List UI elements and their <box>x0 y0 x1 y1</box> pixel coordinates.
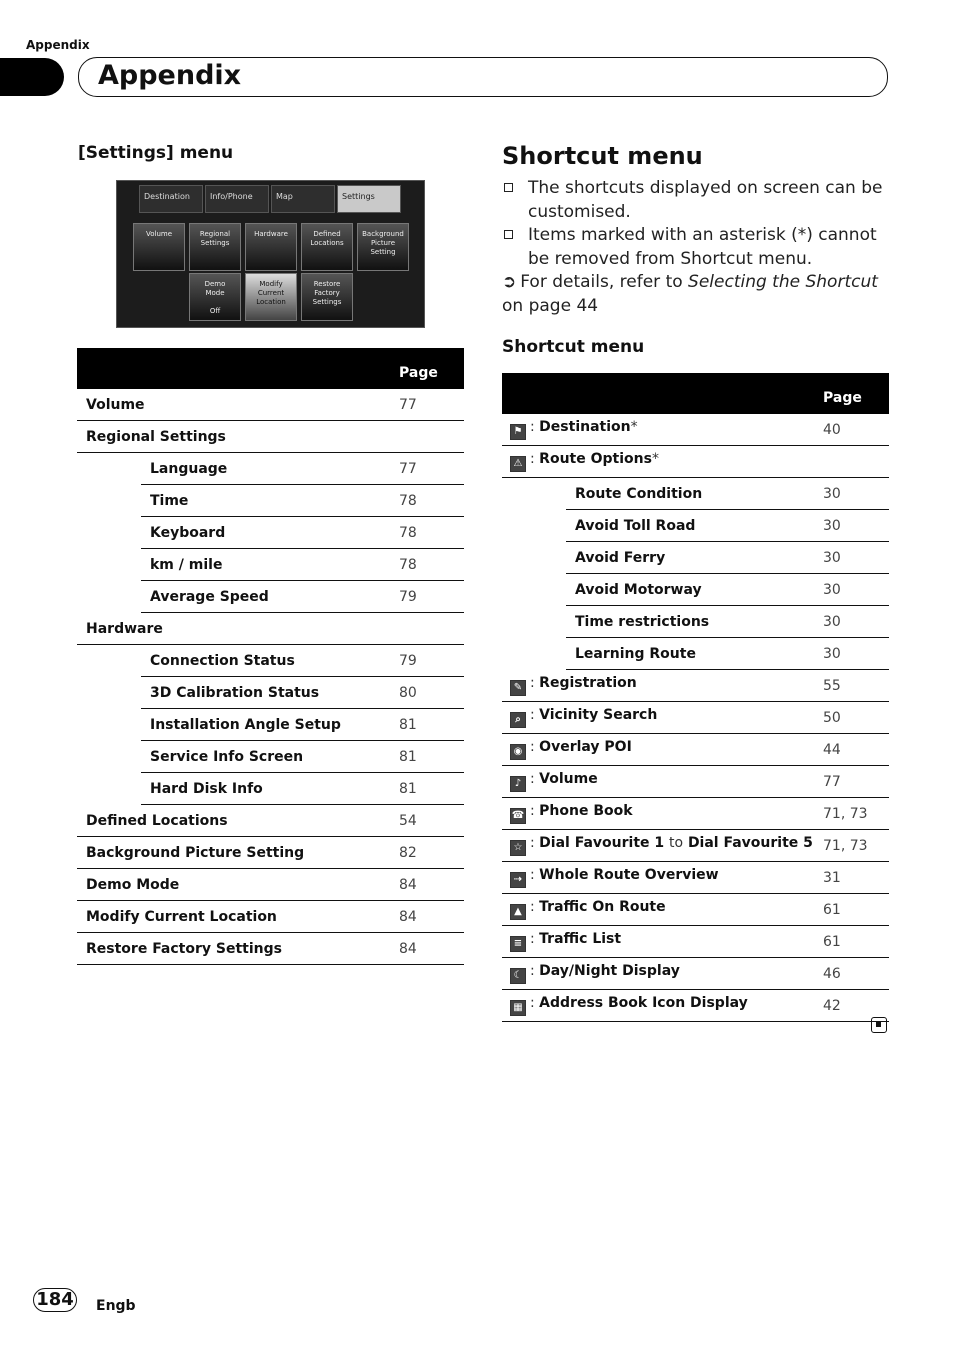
indent-cell <box>77 581 141 613</box>
screen-btn-hardware: Hardware <box>245 223 297 271</box>
indent-cell <box>502 542 566 574</box>
indent-cell <box>502 510 566 542</box>
row-page: 79 <box>399 581 464 613</box>
row-label: Phone Book <box>539 803 633 819</box>
row-label: Traffic On Route <box>539 899 666 915</box>
row-label: Connection Status <box>141 645 399 677</box>
row-page: 42 <box>823 990 889 1022</box>
row-page <box>399 421 464 453</box>
table-row <box>502 734 889 766</box>
screen-tab-info-phone: Info/Phone <box>205 185 269 213</box>
row-page: 44 <box>823 734 889 766</box>
asterisk: * <box>630 419 638 435</box>
row-page: 61 <box>823 926 889 958</box>
screen-btn-demo: Demo Mode Off <box>189 273 241 321</box>
row-page: 30 <box>823 638 889 670</box>
screen-btn-regional: Regional Settings <box>189 223 241 271</box>
table-row <box>502 702 889 734</box>
note-item: The shortcuts displayed on screen can be customised. <box>502 177 892 224</box>
to-word: to <box>669 835 684 851</box>
table-row <box>77 869 464 901</box>
indent-cell <box>77 453 141 485</box>
colon: : <box>530 739 540 755</box>
row-page: 77 <box>399 389 464 421</box>
address-book-icon: ▦ <box>510 1000 526 1016</box>
row-label: Volume <box>77 389 399 421</box>
row-page <box>399 613 464 645</box>
table-row <box>502 862 889 894</box>
row-page: 31 <box>823 862 889 894</box>
row-label: Avoid Toll Road <box>566 510 823 542</box>
volume-icon: ♪ <box>510 776 526 792</box>
table-row <box>77 741 464 773</box>
table-row <box>502 670 889 702</box>
row-page: 84 <box>399 901 464 933</box>
row-page: 81 <box>399 709 464 741</box>
row-label: Volume <box>539 771 598 787</box>
table-row <box>77 517 464 549</box>
table-row <box>77 581 464 613</box>
table-row <box>502 542 889 574</box>
row-label: Registration <box>539 675 637 691</box>
table-row <box>77 837 464 869</box>
row-label-cell <box>502 926 823 958</box>
running-header: Appendix <box>26 38 90 52</box>
settings-screen-image <box>116 180 425 328</box>
registration-icon: ✎ <box>510 680 526 696</box>
row-label: Restore Factory Settings <box>77 933 399 965</box>
end-of-section-icon <box>871 1017 887 1033</box>
settings-table-header <box>77 348 464 389</box>
row-label: Day/Night Display <box>539 963 680 979</box>
table-row <box>502 510 889 542</box>
row-page: 78 <box>399 549 464 581</box>
row-page: 46 <box>823 958 889 990</box>
row-page: 30 <box>823 542 889 574</box>
screen-btn-background: Background Picture Setting <box>357 223 409 271</box>
row-label: Avoid Motorway <box>566 574 823 606</box>
traffic-on-route-icon: ▲ <box>510 904 526 920</box>
route-options-icon: ⚠ <box>510 456 526 472</box>
row-label: Time <box>141 485 399 517</box>
row-label: 3D Calibration Status <box>141 677 399 709</box>
row-label: Vicinity Search <box>539 707 658 723</box>
table-row <box>502 446 889 478</box>
row-label: Modify Current Location <box>77 901 399 933</box>
indent-cell <box>502 638 566 670</box>
table-row <box>502 638 889 670</box>
row-label-cell <box>502 958 823 990</box>
shortcut-table <box>502 373 889 1022</box>
colon: : <box>530 995 540 1011</box>
colon: : <box>530 675 540 691</box>
row-page: 55 <box>823 670 889 702</box>
colon: : <box>530 771 540 787</box>
table-row <box>502 574 889 606</box>
row-label: Destination <box>539 419 631 435</box>
vicinity-search-icon: ⌕ <box>510 712 526 728</box>
row-label: Overlay POI <box>539 739 632 755</box>
table-row <box>77 677 464 709</box>
row-label-cell <box>502 446 823 478</box>
page-title: Appendix <box>98 60 242 91</box>
table-row <box>77 613 464 645</box>
screen-btn-restore: Restore Factory Settings <box>301 273 353 321</box>
row-label: Hard Disk Info <box>141 773 399 805</box>
table-row <box>502 894 889 926</box>
shortcut-menu-heading: Shortcut menu <box>502 142 703 170</box>
row-page: 71, 73 <box>823 798 889 830</box>
asterisk: * <box>651 451 659 467</box>
table-row <box>502 958 889 990</box>
row-label: Defined Locations <box>77 805 399 837</box>
row-label: Traffic List <box>539 931 622 947</box>
checkbox-bullet-icon <box>504 183 513 192</box>
row-label-cell <box>502 734 823 766</box>
screen-tab-destination: Destination <box>139 185 203 213</box>
row-page: 84 <box>399 869 464 901</box>
phone-book-icon: ☎ <box>510 808 526 824</box>
row-label-cell <box>502 894 823 926</box>
row-page: 80 <box>399 677 464 709</box>
table-row <box>77 453 464 485</box>
row-page: 77 <box>399 453 464 485</box>
row-page: 77 <box>823 766 889 798</box>
row-page <box>823 446 889 478</box>
traffic-list-icon: ≡ <box>510 936 526 952</box>
indent-cell <box>77 741 141 773</box>
shortcut-table-header <box>502 373 889 414</box>
destination-icon: ⚑ <box>510 424 526 440</box>
screen-btn-defined: Defined Locations <box>301 223 353 271</box>
table-row <box>77 933 464 965</box>
row-page: 78 <box>399 517 464 549</box>
table-row <box>502 798 889 830</box>
row-label-cell <box>502 990 823 1022</box>
screen-tab-map: Map <box>271 185 335 213</box>
row-page: 84 <box>399 933 464 965</box>
row-label-cell <box>502 862 823 894</box>
row-label: Hardware <box>77 613 399 645</box>
row-label-cell <box>502 702 823 734</box>
table-row <box>77 805 464 837</box>
row-label: Background Picture Setting <box>77 837 399 869</box>
indent-cell <box>77 549 141 581</box>
row-label: Average Speed <box>141 581 399 613</box>
settings-menu-heading: [Settings] menu <box>78 143 234 163</box>
table-row <box>502 990 889 1022</box>
screen-tab-settings: Settings <box>337 185 401 213</box>
overlay-poi-icon: ◉ <box>510 744 526 760</box>
page-column-header: Page <box>399 348 464 389</box>
shortcut-notes <box>502 177 892 318</box>
indent-cell <box>77 517 141 549</box>
colon: : <box>530 707 540 723</box>
colon: : <box>530 803 540 819</box>
row-label: Regional Settings <box>77 421 399 453</box>
dial-favourite-icon: ☆ <box>510 840 526 856</box>
table-row <box>502 606 889 638</box>
row-page: 40 <box>823 414 889 446</box>
table-row <box>502 478 889 510</box>
row-page: 82 <box>399 837 464 869</box>
row-label: Language <box>141 453 399 485</box>
table-row <box>502 414 889 446</box>
settings-table <box>77 348 464 965</box>
colon: : <box>530 419 540 435</box>
table-row <box>77 485 464 517</box>
row-label: Route Options <box>539 451 652 467</box>
indent-cell <box>77 773 141 805</box>
row-label: Demo Mode <box>77 869 399 901</box>
row-page: 71, 73 <box>823 830 889 862</box>
table-row <box>77 901 464 933</box>
row-page: 30 <box>823 478 889 510</box>
day-night-icon: ☾ <box>510 968 526 984</box>
table-row <box>502 766 889 798</box>
page-number: 184 <box>33 1288 77 1312</box>
reference-title: Selecting the Shortcut <box>688 272 878 292</box>
row-page: 54 <box>399 805 464 837</box>
shortcut-table-heading: Shortcut menu <box>502 337 645 357</box>
row-page: 79 <box>399 645 464 677</box>
table-row <box>502 926 889 958</box>
row-page: 81 <box>399 741 464 773</box>
row-label: Keyboard <box>141 517 399 549</box>
row-label: Address Book Icon Display <box>539 995 748 1011</box>
page-column-header: Page <box>823 373 889 414</box>
row-label-cell <box>502 798 823 830</box>
colon: : <box>530 963 540 979</box>
indent-cell <box>77 709 141 741</box>
row-label-end: Dial Favourite 5 <box>687 835 813 851</box>
indent-cell <box>502 478 566 510</box>
row-label: Service Info Screen <box>141 741 399 773</box>
row-label: Installation Angle Setup <box>141 709 399 741</box>
table-row <box>77 773 464 805</box>
row-page: 61 <box>823 894 889 926</box>
row-page: 30 <box>823 574 889 606</box>
indent-cell <box>77 485 141 517</box>
colon: : <box>530 867 540 883</box>
row-label-cell <box>502 830 823 862</box>
whole-route-icon: ⇢ <box>510 872 526 888</box>
language-code: Engb <box>96 1298 136 1314</box>
row-page: 50 <box>823 702 889 734</box>
row-label: Whole Route Overview <box>539 867 719 883</box>
arrow-icon: ➲ <box>502 272 517 292</box>
colon: : <box>530 835 540 851</box>
indent-cell <box>77 645 141 677</box>
row-page: 30 <box>823 606 889 638</box>
screen-btn-modify: Modify Current Location <box>245 273 297 321</box>
indent-cell <box>77 677 141 709</box>
table-row <box>502 830 889 862</box>
table-row <box>77 645 464 677</box>
row-label: Avoid Ferry <box>566 542 823 574</box>
checkbox-bullet-icon <box>504 230 513 239</box>
indent-cell <box>502 574 566 606</box>
reference-note: ➲ For details, refer to Selecting the Shortcut on page 44 <box>502 272 878 316</box>
section-tab <box>0 58 64 96</box>
row-label-cell <box>502 670 823 702</box>
table-row <box>77 421 464 453</box>
row-page: 78 <box>399 485 464 517</box>
row-label-cell <box>502 766 823 798</box>
row-label: Time restrictions <box>566 606 823 638</box>
note-item: Items marked with an asterisk (*) cannot be removed from Shortcut menu. <box>502 224 892 271</box>
row-label-cell <box>502 414 823 446</box>
row-label: Dial Favourite 1 <box>539 835 665 851</box>
screen-btn-volume: Volume <box>133 223 185 271</box>
indent-cell <box>502 606 566 638</box>
row-page: 30 <box>823 510 889 542</box>
colon: : <box>530 451 540 467</box>
colon: : <box>530 899 540 915</box>
colon: : <box>530 931 540 947</box>
table-row <box>77 549 464 581</box>
row-page: 81 <box>399 773 464 805</box>
row-label: Route Condition <box>566 478 823 510</box>
table-row <box>77 709 464 741</box>
table-row <box>77 389 464 421</box>
row-label: km / mile <box>141 549 399 581</box>
row-label: Learning Route <box>566 638 823 670</box>
